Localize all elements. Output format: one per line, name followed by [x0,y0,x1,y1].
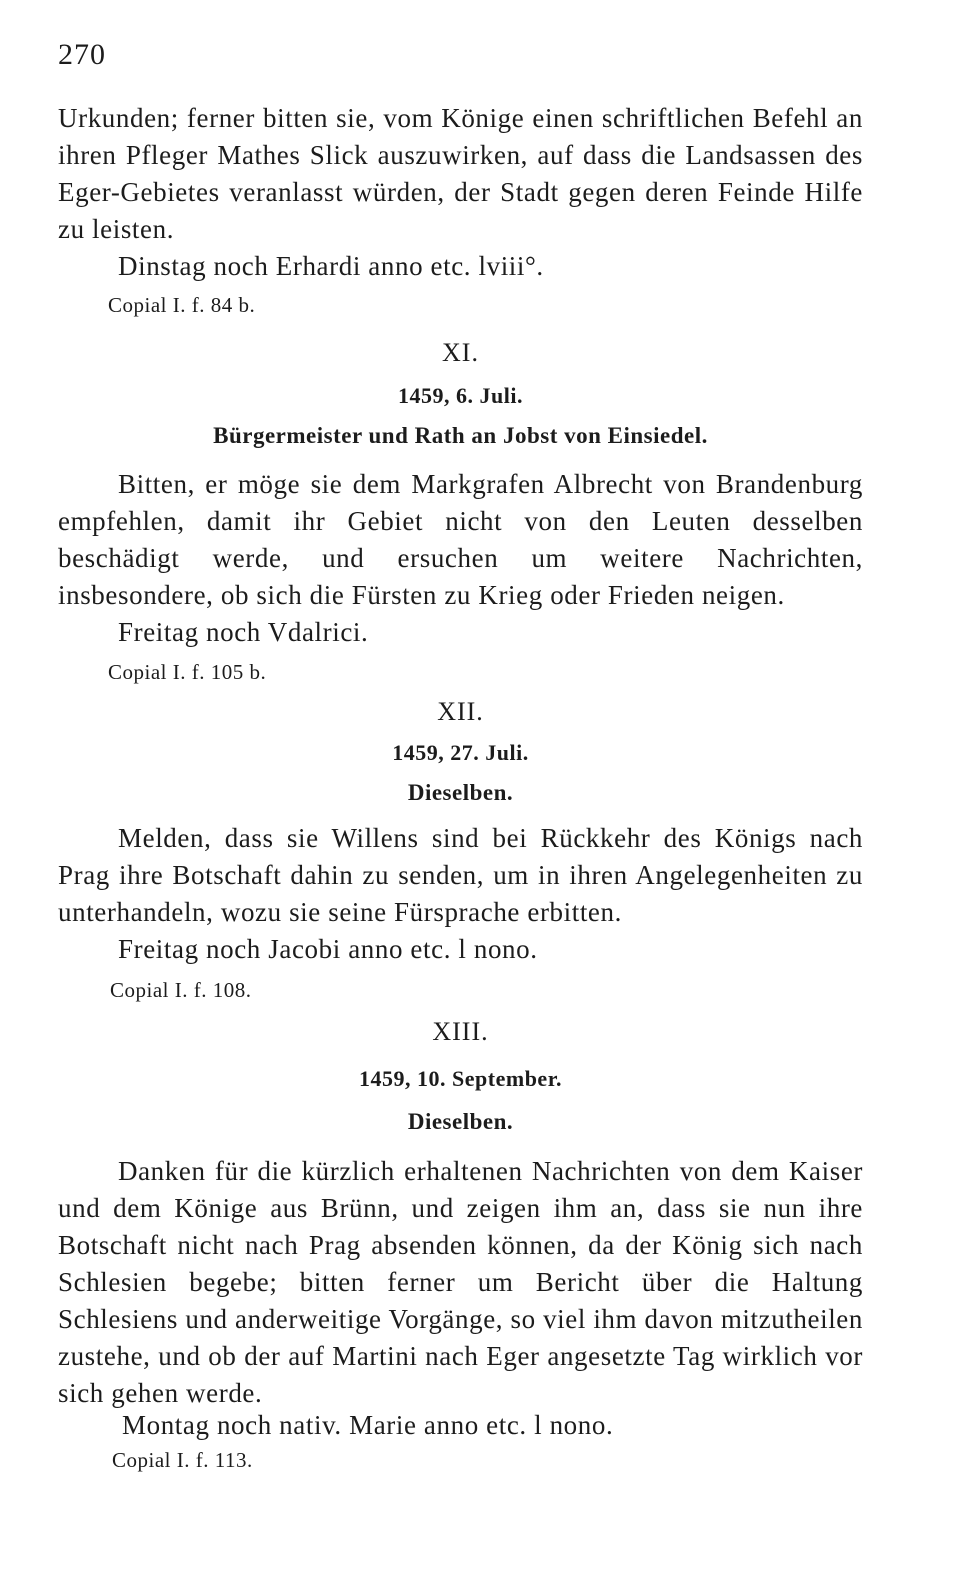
document-xi-text: Bitten, er möge sie dem Markgrafen Albrecht von Brandenburg empfehlen, damit ihr Gebiet nicht von den Leuten desselben beschädigt werde, und ersuchen um weitere Nachrichten, insbesondere, ob sich die Fürsten zu Krieg oder Frieden neigen. [58,469,863,610]
document-xiii-text: Danken für die kürzlich erhaltenen Nachrichten von dem Kaiser und dem Könige aus Brünn, und zeigen ihm an, dass sie nun ihre Botschaft nicht nach Prag absenden können, da der König sich nach Schlesien begebe; bitten ferner um Bericht über die Haltung Schlesiens und anderweitige Vorgänge, so viel ihm davon mitzutheilen zustehe, und ob der auf Martini nach Eger angesetzte Tag wirklich vor sich gehen werde. [58,1156,863,1408]
document-xi-source: Copial I. f. 105 b. [108,660,267,684]
intro-paragraph: Urkunden; ferner bitten sie, vom Könige einen schriftlichen Befehl an ihren Pfleger Mathes Slick auszuwirken, auf dass die Landsassen des Eger-Gebietes veranlasst würden, der Stadt gegen deren Feinde Hilfe zu leisten. [58,103,863,244]
document-xiii-numeral: XIII. [432,1017,489,1046]
document-xi-numeral: XI. [442,338,479,367]
page-number: 270 [58,38,106,71]
document-xi-date: 1459, 6. Juli. [398,383,523,408]
document-xiii-dating: Montag noch nativ. Marie anno etc. l nono. [122,1410,614,1440]
document-xii-numeral: XII. [437,697,484,726]
document-xii-date: 1459, 27. Juli. [392,740,529,765]
document-xiii-addressee: Dieselben. [407,1109,514,1134]
document-xii-text: Melden, dass sie Willens sind bei Rückkehr des Königs nach Prag ihre Botschaft dahin zu senden, um in ihren Angelegenheiten zu unterhandeln, wozu sie seine Fürsprache erbitten. [58,823,863,927]
intro-source: Copial I. f. 84 b. [108,293,256,317]
document-xiii-date: 1459, 10. September. [359,1066,562,1091]
document-xii-source: Copial I. f. 108. [110,978,252,1002]
document-xii-addressee: Dieselben. [407,780,514,805]
document-xii-dating: Freitag noch Jacobi anno etc. l nono. [118,934,538,964]
document-xiii-source: Copial I. f. 113. [112,1448,253,1472]
intro-dating: Dinstag noch Erhardi anno etc. lviii°. [118,251,544,281]
document-xi-addressee: Bürgermeister und Rath an Jobst von Einsiedel. [213,423,708,448]
document-xi-dating: Freitag noch Vdalrici. [118,617,369,647]
